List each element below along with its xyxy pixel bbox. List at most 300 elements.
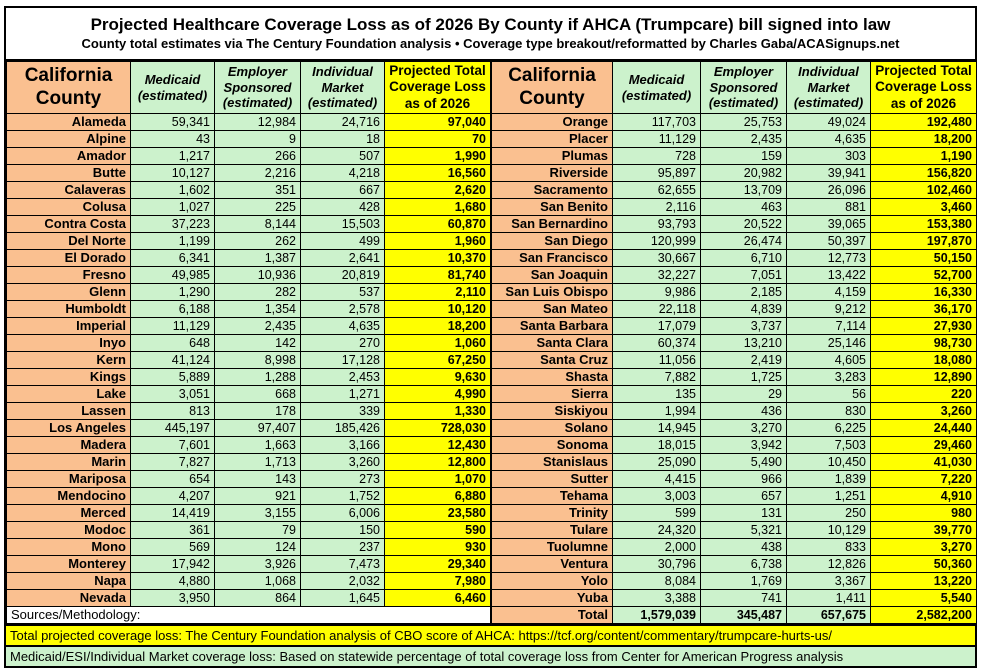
medicaid-value-cell: 1,027 [131, 199, 215, 216]
medicaid-value-cell: 2,000 [613, 539, 701, 556]
medicaid-value-cell: 11,129 [613, 131, 701, 148]
employer-value-cell: 5,490 [701, 454, 787, 471]
county-row [492, 454, 977, 471]
county-row [7, 148, 491, 165]
column-header-individual: Individual Market (estimated) [301, 62, 385, 114]
projected-total-value-cell: 102,460 [871, 182, 977, 199]
projected-total-value-cell: 2,620 [385, 182, 491, 199]
employer-value-cell: 97,407 [215, 420, 301, 437]
county-name-cell: Placer [492, 131, 613, 148]
county-row [492, 488, 977, 505]
county-table-left [6, 61, 491, 624]
medicaid-value-cell: 11,056 [613, 352, 701, 369]
medicaid-value-cell: 3,388 [613, 590, 701, 607]
county-name-cell: Alameda [7, 114, 131, 131]
individual-value-cell: 6,225 [787, 420, 871, 437]
projected-total-value-cell: 590 [385, 522, 491, 539]
county-name-cell: Sacramento [492, 182, 613, 199]
individual-value-cell: 150 [301, 522, 385, 539]
individual-value-cell: 7,114 [787, 318, 871, 335]
county-name-cell: Contra Costa [7, 216, 131, 233]
projected-total-value-cell: 18,200 [385, 318, 491, 335]
column-header-county: California County [7, 62, 131, 114]
county-row [7, 573, 491, 590]
projected-total-value-cell: 1,990 [385, 148, 491, 165]
medicaid-value-cell: 1,217 [131, 148, 215, 165]
individual-value-cell: 507 [301, 148, 385, 165]
county-name-cell: Santa Clara [492, 335, 613, 352]
county-name-cell: Orange [492, 114, 613, 131]
projected-total-value-cell: 12,800 [385, 454, 491, 471]
county-row [7, 301, 491, 318]
county-tables [6, 61, 975, 624]
county-name-cell: Modoc [7, 522, 131, 539]
medicaid-value-cell: 3,051 [131, 386, 215, 403]
individual-value-cell: 3,166 [301, 437, 385, 454]
medicaid-value-cell: 3,003 [613, 488, 701, 505]
individual-value-cell: 1,645 [301, 590, 385, 607]
county-row [492, 131, 977, 148]
medicaid-value-cell: 4,415 [613, 471, 701, 488]
county-row [492, 114, 977, 131]
medicaid-value-cell: 30,667 [613, 250, 701, 267]
projected-total-value-cell: 12,890 [871, 369, 977, 386]
county-row [492, 267, 977, 284]
employer-value-cell: 2,435 [701, 131, 787, 148]
county-row [7, 250, 491, 267]
projected-total-value-cell: 6,880 [385, 488, 491, 505]
employer-value-cell: 3,155 [215, 505, 301, 522]
individual-value-cell: 18 [301, 131, 385, 148]
employer-value-cell: 10,936 [215, 267, 301, 284]
projected-total-value-cell: 16,560 [385, 165, 491, 182]
county-name-cell: San Diego [492, 233, 613, 250]
county-name-cell: Siskiyou [492, 403, 613, 420]
county-name-cell: Kern [7, 352, 131, 369]
county-row [7, 352, 491, 369]
projected-total-value-cell: 7,220 [871, 471, 977, 488]
county-name-cell: Yuba [492, 590, 613, 607]
column-header-employer: Employer Sponsored (estimated) [215, 62, 301, 114]
employer-value-cell: 20,522 [701, 216, 787, 233]
county-name-cell: Fresno [7, 267, 131, 284]
employer-value-cell: 1,354 [215, 301, 301, 318]
individual-value-cell: 2,453 [301, 369, 385, 386]
county-name-cell: San Mateo [492, 301, 613, 318]
projected-total-value-cell: 18,080 [871, 352, 977, 369]
medicaid-value-cell: 17,079 [613, 318, 701, 335]
county-name-cell: Sierra [492, 386, 613, 403]
employer-value-cell: 864 [215, 590, 301, 607]
county-name-cell: Imperial [7, 318, 131, 335]
projected-total-value-cell: 13,220 [871, 573, 977, 590]
column-header-employer: Employer Sponsored (estimated) [701, 62, 787, 114]
county-name-cell: Sutter [492, 471, 613, 488]
employer-value-cell: 79 [215, 522, 301, 539]
county-row [492, 318, 977, 335]
employer-value-cell: 7,051 [701, 267, 787, 284]
projected-total-value-cell: 70 [385, 131, 491, 148]
projected-total-value-cell: 5,540 [871, 590, 977, 607]
county-row [492, 573, 977, 590]
individual-value-cell: 428 [301, 199, 385, 216]
projected-total-value-cell: 16,330 [871, 284, 977, 301]
projected-total-value-cell: 980 [871, 505, 977, 522]
employer-value-cell: 5,321 [701, 522, 787, 539]
employer-value-cell: 266 [215, 148, 301, 165]
county-name-cell: Calaveras [7, 182, 131, 199]
total-medicaid-cell: 1,579,039 [613, 607, 701, 624]
county-name-cell: Del Norte [7, 233, 131, 250]
county-row [7, 454, 491, 471]
employer-value-cell: 1,387 [215, 250, 301, 267]
projected-total-value-cell: 12,430 [385, 437, 491, 454]
individual-value-cell: 273 [301, 471, 385, 488]
county-row [7, 131, 491, 148]
employer-value-cell: 2,185 [701, 284, 787, 301]
employer-value-cell: 1,713 [215, 454, 301, 471]
county-row [492, 471, 977, 488]
medicaid-value-cell: 30,796 [613, 556, 701, 573]
medicaid-value-cell: 599 [613, 505, 701, 522]
county-row [492, 369, 977, 386]
individual-value-cell: 881 [787, 199, 871, 216]
sources-row [7, 607, 491, 624]
county-name-cell: Lassen [7, 403, 131, 420]
employer-value-cell: 438 [701, 539, 787, 556]
page-subtitle: County total estimates via The Century Foundation analysis • Coverage type breakout/reformatted by Charles Gaba/ACASignups.net [81, 36, 900, 51]
individual-value-cell: 4,218 [301, 165, 385, 182]
employer-value-cell: 178 [215, 403, 301, 420]
county-name-cell: Plumas [492, 148, 613, 165]
medicaid-value-cell: 8,084 [613, 573, 701, 590]
projected-total-value-cell: 60,870 [385, 216, 491, 233]
employer-value-cell: 1,769 [701, 573, 787, 590]
county-row [492, 352, 977, 369]
county-row [492, 335, 977, 352]
medicaid-value-cell: 14,419 [131, 505, 215, 522]
county-row [7, 403, 491, 420]
employer-value-cell: 2,216 [215, 165, 301, 182]
county-name-cell: San Francisco [492, 250, 613, 267]
projected-total-value-cell: 220 [871, 386, 977, 403]
individual-value-cell: 2,032 [301, 573, 385, 590]
medicaid-value-cell: 24,320 [613, 522, 701, 539]
projected-total-value-cell: 728,030 [385, 420, 491, 437]
medicaid-value-cell: 32,227 [613, 267, 701, 284]
individual-value-cell: 303 [787, 148, 871, 165]
employer-value-cell: 668 [215, 386, 301, 403]
employer-value-cell: 741 [701, 590, 787, 607]
county-name-cell: San Bernardino [492, 216, 613, 233]
medicaid-value-cell: 62,655 [613, 182, 701, 199]
employer-value-cell: 1,068 [215, 573, 301, 590]
county-name-cell: Los Angeles [7, 420, 131, 437]
county-row [492, 301, 977, 318]
individual-value-cell: 26,096 [787, 182, 871, 199]
individual-value-cell: 237 [301, 539, 385, 556]
projected-total-value-cell: 197,870 [871, 233, 977, 250]
county-row [7, 505, 491, 522]
employer-value-cell: 966 [701, 471, 787, 488]
medicaid-value-cell: 17,942 [131, 556, 215, 573]
county-name-cell: San Luis Obispo [492, 284, 613, 301]
county-row [7, 216, 491, 233]
county-name-cell: Shasta [492, 369, 613, 386]
county-name-cell: Mendocino [7, 488, 131, 505]
total-projected-cell: 2,582,200 [871, 607, 977, 624]
county-name-cell: Solano [492, 420, 613, 437]
projected-total-value-cell: 52,700 [871, 267, 977, 284]
employer-value-cell: 124 [215, 539, 301, 556]
individual-value-cell: 24,716 [301, 114, 385, 131]
individual-value-cell: 49,024 [787, 114, 871, 131]
employer-value-cell: 8,998 [215, 352, 301, 369]
medicaid-value-cell: 120,999 [613, 233, 701, 250]
employer-value-cell: 225 [215, 199, 301, 216]
county-row [7, 522, 491, 539]
county-name-cell: Napa [7, 573, 131, 590]
employer-value-cell: 2,435 [215, 318, 301, 335]
county-row [492, 182, 977, 199]
individual-value-cell: 13,422 [787, 267, 871, 284]
county-row [492, 199, 977, 216]
county-row [492, 590, 977, 607]
county-row [492, 556, 977, 573]
employer-value-cell: 1,725 [701, 369, 787, 386]
column-header-medicaid: Medicaid (estimated) [131, 62, 215, 114]
individual-value-cell: 10,450 [787, 454, 871, 471]
total-employer-cell: 345,487 [701, 607, 787, 624]
county-row [492, 539, 977, 556]
projected-total-value-cell: 23,580 [385, 505, 491, 522]
county-name-cell: Tulare [492, 522, 613, 539]
individual-value-cell: 12,826 [787, 556, 871, 573]
projected-total-value-cell: 4,910 [871, 488, 977, 505]
individual-value-cell: 17,128 [301, 352, 385, 369]
projected-total-value-cell: 7,980 [385, 573, 491, 590]
table-outer-border [4, 6, 977, 668]
employer-value-cell: 26,474 [701, 233, 787, 250]
individual-value-cell: 2,641 [301, 250, 385, 267]
medicaid-value-cell: 569 [131, 539, 215, 556]
projected-total-value-cell: 18,200 [871, 131, 977, 148]
employer-value-cell: 2,419 [701, 352, 787, 369]
individual-value-cell: 250 [787, 505, 871, 522]
column-header-medicaid: Medicaid (estimated) [613, 62, 701, 114]
employer-value-cell: 13,709 [701, 182, 787, 199]
projected-total-value-cell: 9,630 [385, 369, 491, 386]
employer-value-cell: 3,942 [701, 437, 787, 454]
employer-value-cell: 3,926 [215, 556, 301, 573]
individual-value-cell: 39,065 [787, 216, 871, 233]
employer-value-cell: 29 [701, 386, 787, 403]
projected-total-value-cell: 192,480 [871, 114, 977, 131]
employer-value-cell: 143 [215, 471, 301, 488]
individual-value-cell: 15,503 [301, 216, 385, 233]
individual-value-cell: 185,426 [301, 420, 385, 437]
county-row [7, 437, 491, 454]
medicaid-value-cell: 22,118 [613, 301, 701, 318]
medicaid-value-cell: 1,994 [613, 403, 701, 420]
header-row [492, 62, 977, 114]
employer-value-cell: 142 [215, 335, 301, 352]
county-row [7, 420, 491, 437]
projected-total-value-cell: 2,110 [385, 284, 491, 301]
projected-total-value-cell: 27,930 [871, 318, 977, 335]
medicaid-value-cell: 1,199 [131, 233, 215, 250]
county-row [7, 488, 491, 505]
county-row [7, 539, 491, 556]
projected-total-value-cell: 1,190 [871, 148, 977, 165]
county-row [492, 505, 977, 522]
county-name-cell: Lake [7, 386, 131, 403]
medicaid-value-cell: 93,793 [613, 216, 701, 233]
projected-total-value-cell: 156,820 [871, 165, 977, 182]
medicaid-value-cell: 5,889 [131, 369, 215, 386]
county-name-cell: San Benito [492, 199, 613, 216]
medicaid-value-cell: 43 [131, 131, 215, 148]
projected-total-value-cell: 3,260 [871, 403, 977, 420]
individual-value-cell: 830 [787, 403, 871, 420]
county-name-cell: Trinity [492, 505, 613, 522]
county-row [492, 165, 977, 182]
employer-value-cell: 921 [215, 488, 301, 505]
projected-total-value-cell: 930 [385, 539, 491, 556]
employer-value-cell: 8,144 [215, 216, 301, 233]
projected-total-value-cell: 41,030 [871, 454, 977, 471]
column-header-individual: Individual Market (estimated) [787, 62, 871, 114]
county-name-cell: Merced [7, 505, 131, 522]
county-row [7, 165, 491, 182]
individual-value-cell: 270 [301, 335, 385, 352]
footnote-breakout-source: Medicaid/ESI/Individual Market coverage loss: Based on statewide percentage of total coverage loss from Center for American Progress analysis [6, 645, 975, 666]
county-name-cell: Humboldt [7, 301, 131, 318]
projected-total-value-cell: 24,440 [871, 420, 977, 437]
medicaid-value-cell: 117,703 [613, 114, 701, 131]
county-row [492, 386, 977, 403]
county-name-cell: Yolo [492, 573, 613, 590]
total-individual-cell: 657,675 [787, 607, 871, 624]
projected-total-value-cell: 1,330 [385, 403, 491, 420]
projected-total-value-cell: 1,070 [385, 471, 491, 488]
county-row [7, 369, 491, 386]
employer-value-cell: 1,288 [215, 369, 301, 386]
medicaid-value-cell: 4,207 [131, 488, 215, 505]
county-name-cell: Madera [7, 437, 131, 454]
individual-value-cell: 1,411 [787, 590, 871, 607]
individual-value-cell: 1,752 [301, 488, 385, 505]
sources-methodology-label: Sources/Methodology: [7, 607, 491, 624]
individual-value-cell: 4,159 [787, 284, 871, 301]
employer-value-cell: 12,984 [215, 114, 301, 131]
individual-value-cell: 4,635 [301, 318, 385, 335]
county-name-cell: Kings [7, 369, 131, 386]
medicaid-value-cell: 1,602 [131, 182, 215, 199]
county-row [7, 199, 491, 216]
employer-value-cell: 159 [701, 148, 787, 165]
employer-value-cell: 1,663 [215, 437, 301, 454]
projected-total-value-cell: 29,340 [385, 556, 491, 573]
projected-total-value-cell: 97,040 [385, 114, 491, 131]
individual-value-cell: 7,473 [301, 556, 385, 573]
county-row [492, 284, 977, 301]
medicaid-value-cell: 7,882 [613, 369, 701, 386]
projected-total-value-cell: 29,460 [871, 437, 977, 454]
employer-value-cell: 3,737 [701, 318, 787, 335]
medicaid-value-cell: 25,090 [613, 454, 701, 471]
medicaid-value-cell: 9,986 [613, 284, 701, 301]
medicaid-value-cell: 3,950 [131, 590, 215, 607]
individual-value-cell: 25,146 [787, 335, 871, 352]
employer-value-cell: 131 [701, 505, 787, 522]
employer-value-cell: 463 [701, 199, 787, 216]
medicaid-value-cell: 14,945 [613, 420, 701, 437]
employer-value-cell: 351 [215, 182, 301, 199]
individual-value-cell: 537 [301, 284, 385, 301]
county-row [7, 182, 491, 199]
medicaid-value-cell: 37,223 [131, 216, 215, 233]
county-row [492, 250, 977, 267]
county-row [492, 148, 977, 165]
individual-value-cell: 4,605 [787, 352, 871, 369]
county-name-cell: Butte [7, 165, 131, 182]
medicaid-value-cell: 6,188 [131, 301, 215, 318]
medicaid-value-cell: 135 [613, 386, 701, 403]
medicaid-value-cell: 4,880 [131, 573, 215, 590]
employer-value-cell: 20,982 [701, 165, 787, 182]
individual-value-cell: 1,271 [301, 386, 385, 403]
county-name-cell: Marin [7, 454, 131, 471]
column-header-projected-total: Projected Total Coverage Loss as of 2026 [871, 62, 977, 114]
column-header-projected-total: Projected Total Coverage Loss as of 2026 [385, 62, 491, 114]
individual-value-cell: 1,251 [787, 488, 871, 505]
county-row [492, 420, 977, 437]
individual-value-cell: 667 [301, 182, 385, 199]
county-row [492, 437, 977, 454]
column-header-county: California County [492, 62, 613, 114]
individual-value-cell: 56 [787, 386, 871, 403]
county-name-cell: Glenn [7, 284, 131, 301]
medicaid-value-cell: 59,341 [131, 114, 215, 131]
medicaid-value-cell: 813 [131, 403, 215, 420]
county-name-cell: Sonoma [492, 437, 613, 454]
employer-value-cell: 13,210 [701, 335, 787, 352]
county-name-cell: Alpine [7, 131, 131, 148]
employer-value-cell: 436 [701, 403, 787, 420]
county-name-cell: Riverside [492, 165, 613, 182]
projected-total-value-cell: 153,380 [871, 216, 977, 233]
county-name-cell: Tuolumne [492, 539, 613, 556]
projected-total-value-cell: 67,250 [385, 352, 491, 369]
county-name-cell: Santa Barbara [492, 318, 613, 335]
footnote-total-source: Total projected coverage loss: The Century Foundation analysis of CBO score of AHCA: https://tcf.org/content/commentary/trumpcare-hurts-us/ [6, 624, 975, 645]
individual-value-cell: 1,839 [787, 471, 871, 488]
individual-value-cell: 6,006 [301, 505, 385, 522]
employer-value-cell: 9 [215, 131, 301, 148]
projected-total-value-cell: 10,120 [385, 301, 491, 318]
county-name-cell: Tehama [492, 488, 613, 505]
individual-value-cell: 39,941 [787, 165, 871, 182]
projected-total-value-cell: 81,740 [385, 267, 491, 284]
individual-value-cell: 339 [301, 403, 385, 420]
county-name-cell: Amador [7, 148, 131, 165]
county-row [7, 284, 491, 301]
county-table-right [491, 61, 977, 624]
medicaid-value-cell: 2,116 [613, 199, 701, 216]
medicaid-value-cell: 41,124 [131, 352, 215, 369]
county-row [492, 233, 977, 250]
